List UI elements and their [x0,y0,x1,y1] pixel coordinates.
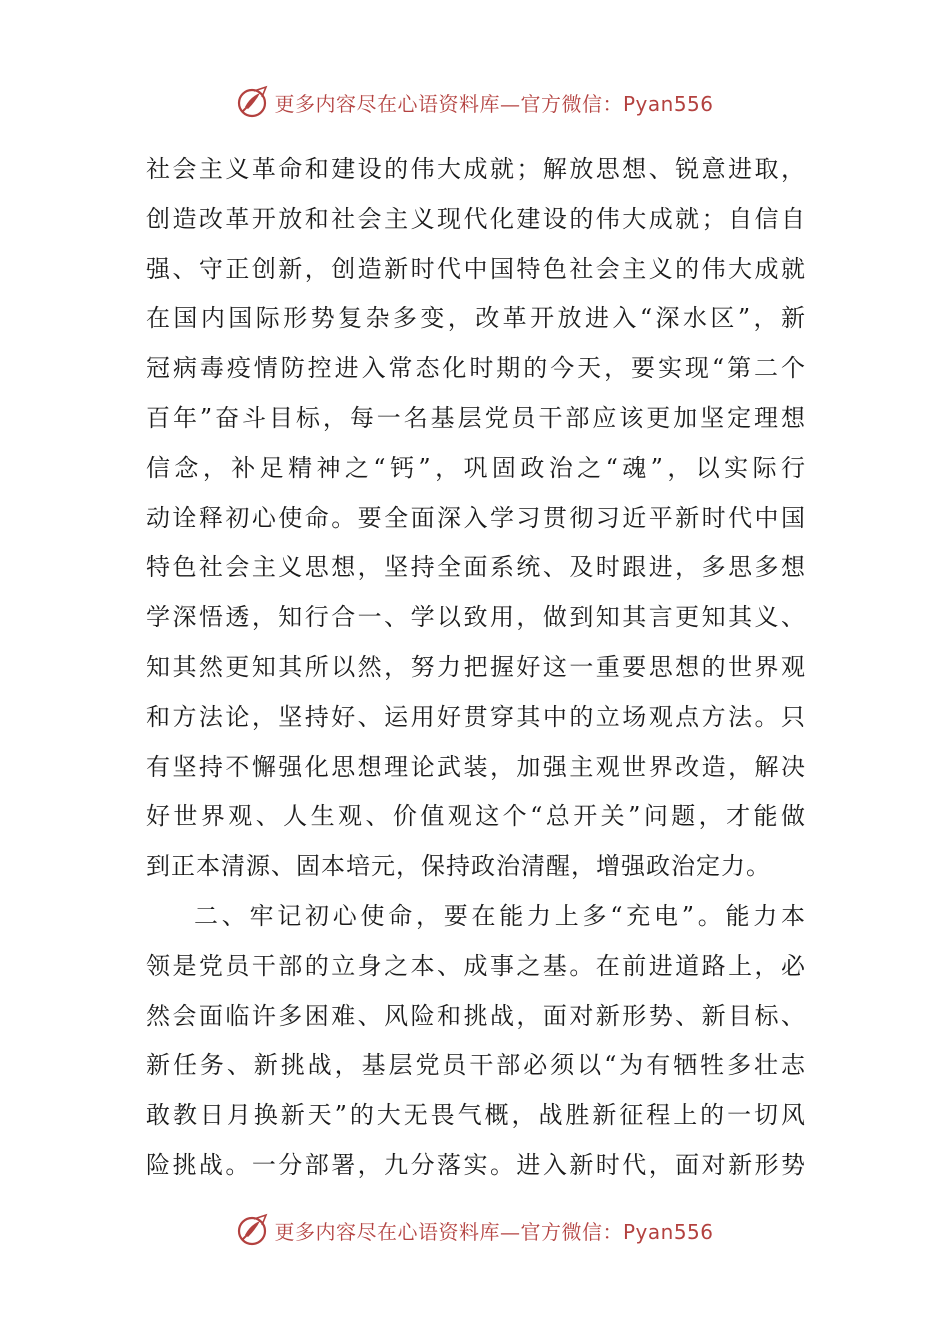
text-line: 有坚持不懈强化思想理论武装，加强主观世界改造，解决 [146,752,806,781]
text-line: 二、牢记初心使命，要在能力上多“充电”。能力本 [194,901,806,930]
banner-dash: — [499,91,521,116]
text-line: 然会面临许多困难、风险和挑战，面对新形势、新目标、 [146,1001,806,1030]
text-line: 动诠释初心使命。要全面深入学习贯彻习近平新时代中国 [146,503,806,532]
text-line: 创造改革开放和社会主义现代化建设的伟大成就；自信自 [146,204,806,233]
text-line: 险挑战。一分部署，九分落实。进入新时代，面对新形势 [146,1150,806,1179]
text-line: 到正本清源、固本培元，保持政治清醒，增强政治定力。 [146,852,771,881]
banner-wechat-label: 官方微信： [520,91,623,116]
banner-wechat-id: Pyan556 [622,91,714,116]
pen-logo-icon [236,1213,270,1247]
paragraph-1 [146,145,806,892]
banner-main-text: 更多内容尽在心语资料库 [274,1219,500,1244]
header-watermark-banner [0,82,950,122]
paragraph-2 [146,892,806,1191]
text-line: 社会主义革命和建设的伟大成就；解放思想、锐意进取， [146,155,806,183]
text-line: 冠病毒疫情防控进入常态化时期的今天，要实现“第二个 [146,354,806,383]
document-body [146,145,806,1191]
footer-watermark-banner [0,1210,950,1250]
text-line: 新任务、新挑战，基层党员干部必须以“为有牺牲多壮志 [146,1051,806,1080]
text-line: 强、守正创新，创造新时代中国特色社会主义的伟大成就 [146,254,806,283]
banner-wechat-label: 官方微信： [520,1219,623,1244]
text-line: 百年”奋斗目标，每一名基层党员干部应该更加坚定理想 [146,403,806,432]
pen-logo-icon [236,85,270,119]
text-line: 好世界观、人生观、价值观这个“总开关”问题，才能做 [146,802,806,831]
text-line: 在国内国际形势复杂多变，改革开放进入“深水区”，新 [146,304,806,333]
banner-text [274,88,713,117]
text-line: 特色社会主义思想，坚持全面系统、及时跟进，多思多想 [146,553,806,582]
text-line: 和方法论，坚持好、运用好贯穿其中的立场观点方法。只 [146,702,806,731]
banner-wechat-id: Pyan556 [622,1219,714,1244]
banner-dash: — [499,1219,521,1244]
banner-main-text: 更多内容尽在心语资料库 [274,91,500,116]
banner-text [274,1216,713,1245]
text-line: 信念，补足精神之“钙”，巩固政治之“魂”，以实际行 [146,453,806,482]
text-line: 领是党员干部的立身之本、成事之基。在前进道路上，必 [146,951,806,980]
text-line: 知其然更知其所以然，努力把握好这一重要思想的世界观 [146,652,806,681]
text-line: 敢教日月换新天”的大无畏气概，战胜新征程上的一切风 [146,1101,806,1130]
text-line: 学深悟透，知行合一、学以致用，做到知其言更知其义、 [146,603,806,632]
